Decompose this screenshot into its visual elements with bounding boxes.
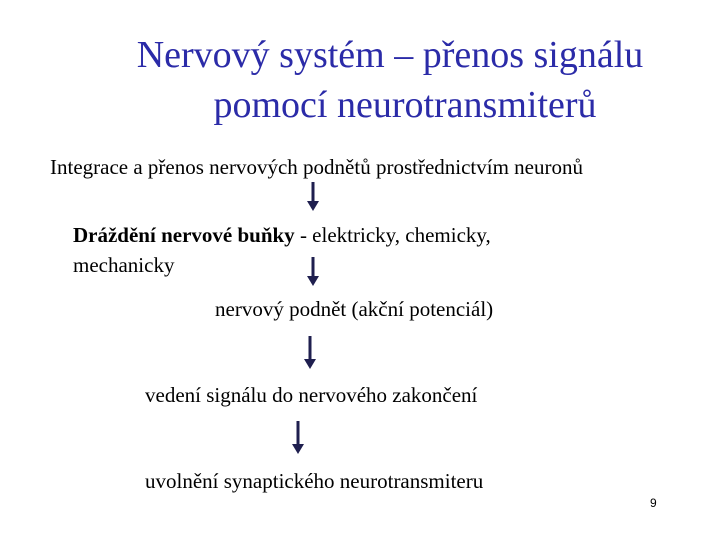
down-arrow-icon [302,336,318,370]
stimulation-bold: Dráždění nervové buňky [73,223,295,247]
title-line-2: pomocí neurotransmiterů [213,84,597,126]
conduction-text: vedení signálu do nervového zakončení [145,383,478,407]
stimulation-rest: - elektricky, chemicky, [294,223,491,247]
slide-title [60,30,720,130]
intro-text: Integrace a přenos nervových podnětů prostřednictvím neuronů [50,155,583,179]
down-arrow-icon [305,182,321,212]
down-arrow-icon [290,421,306,455]
page-number: 9 [650,496,657,510]
down-arrow-icon [305,257,321,287]
release-text: uvolnění synaptického neurotransmiteru [145,469,484,493]
title-line-1: Nervový systém – přenos signálu [136,34,644,76]
impulse-text: nervový podnět (akční potenciál) [215,297,494,321]
stimulation-text [73,222,491,248]
stimulation-text-line-2: mechanicky [73,253,175,277]
